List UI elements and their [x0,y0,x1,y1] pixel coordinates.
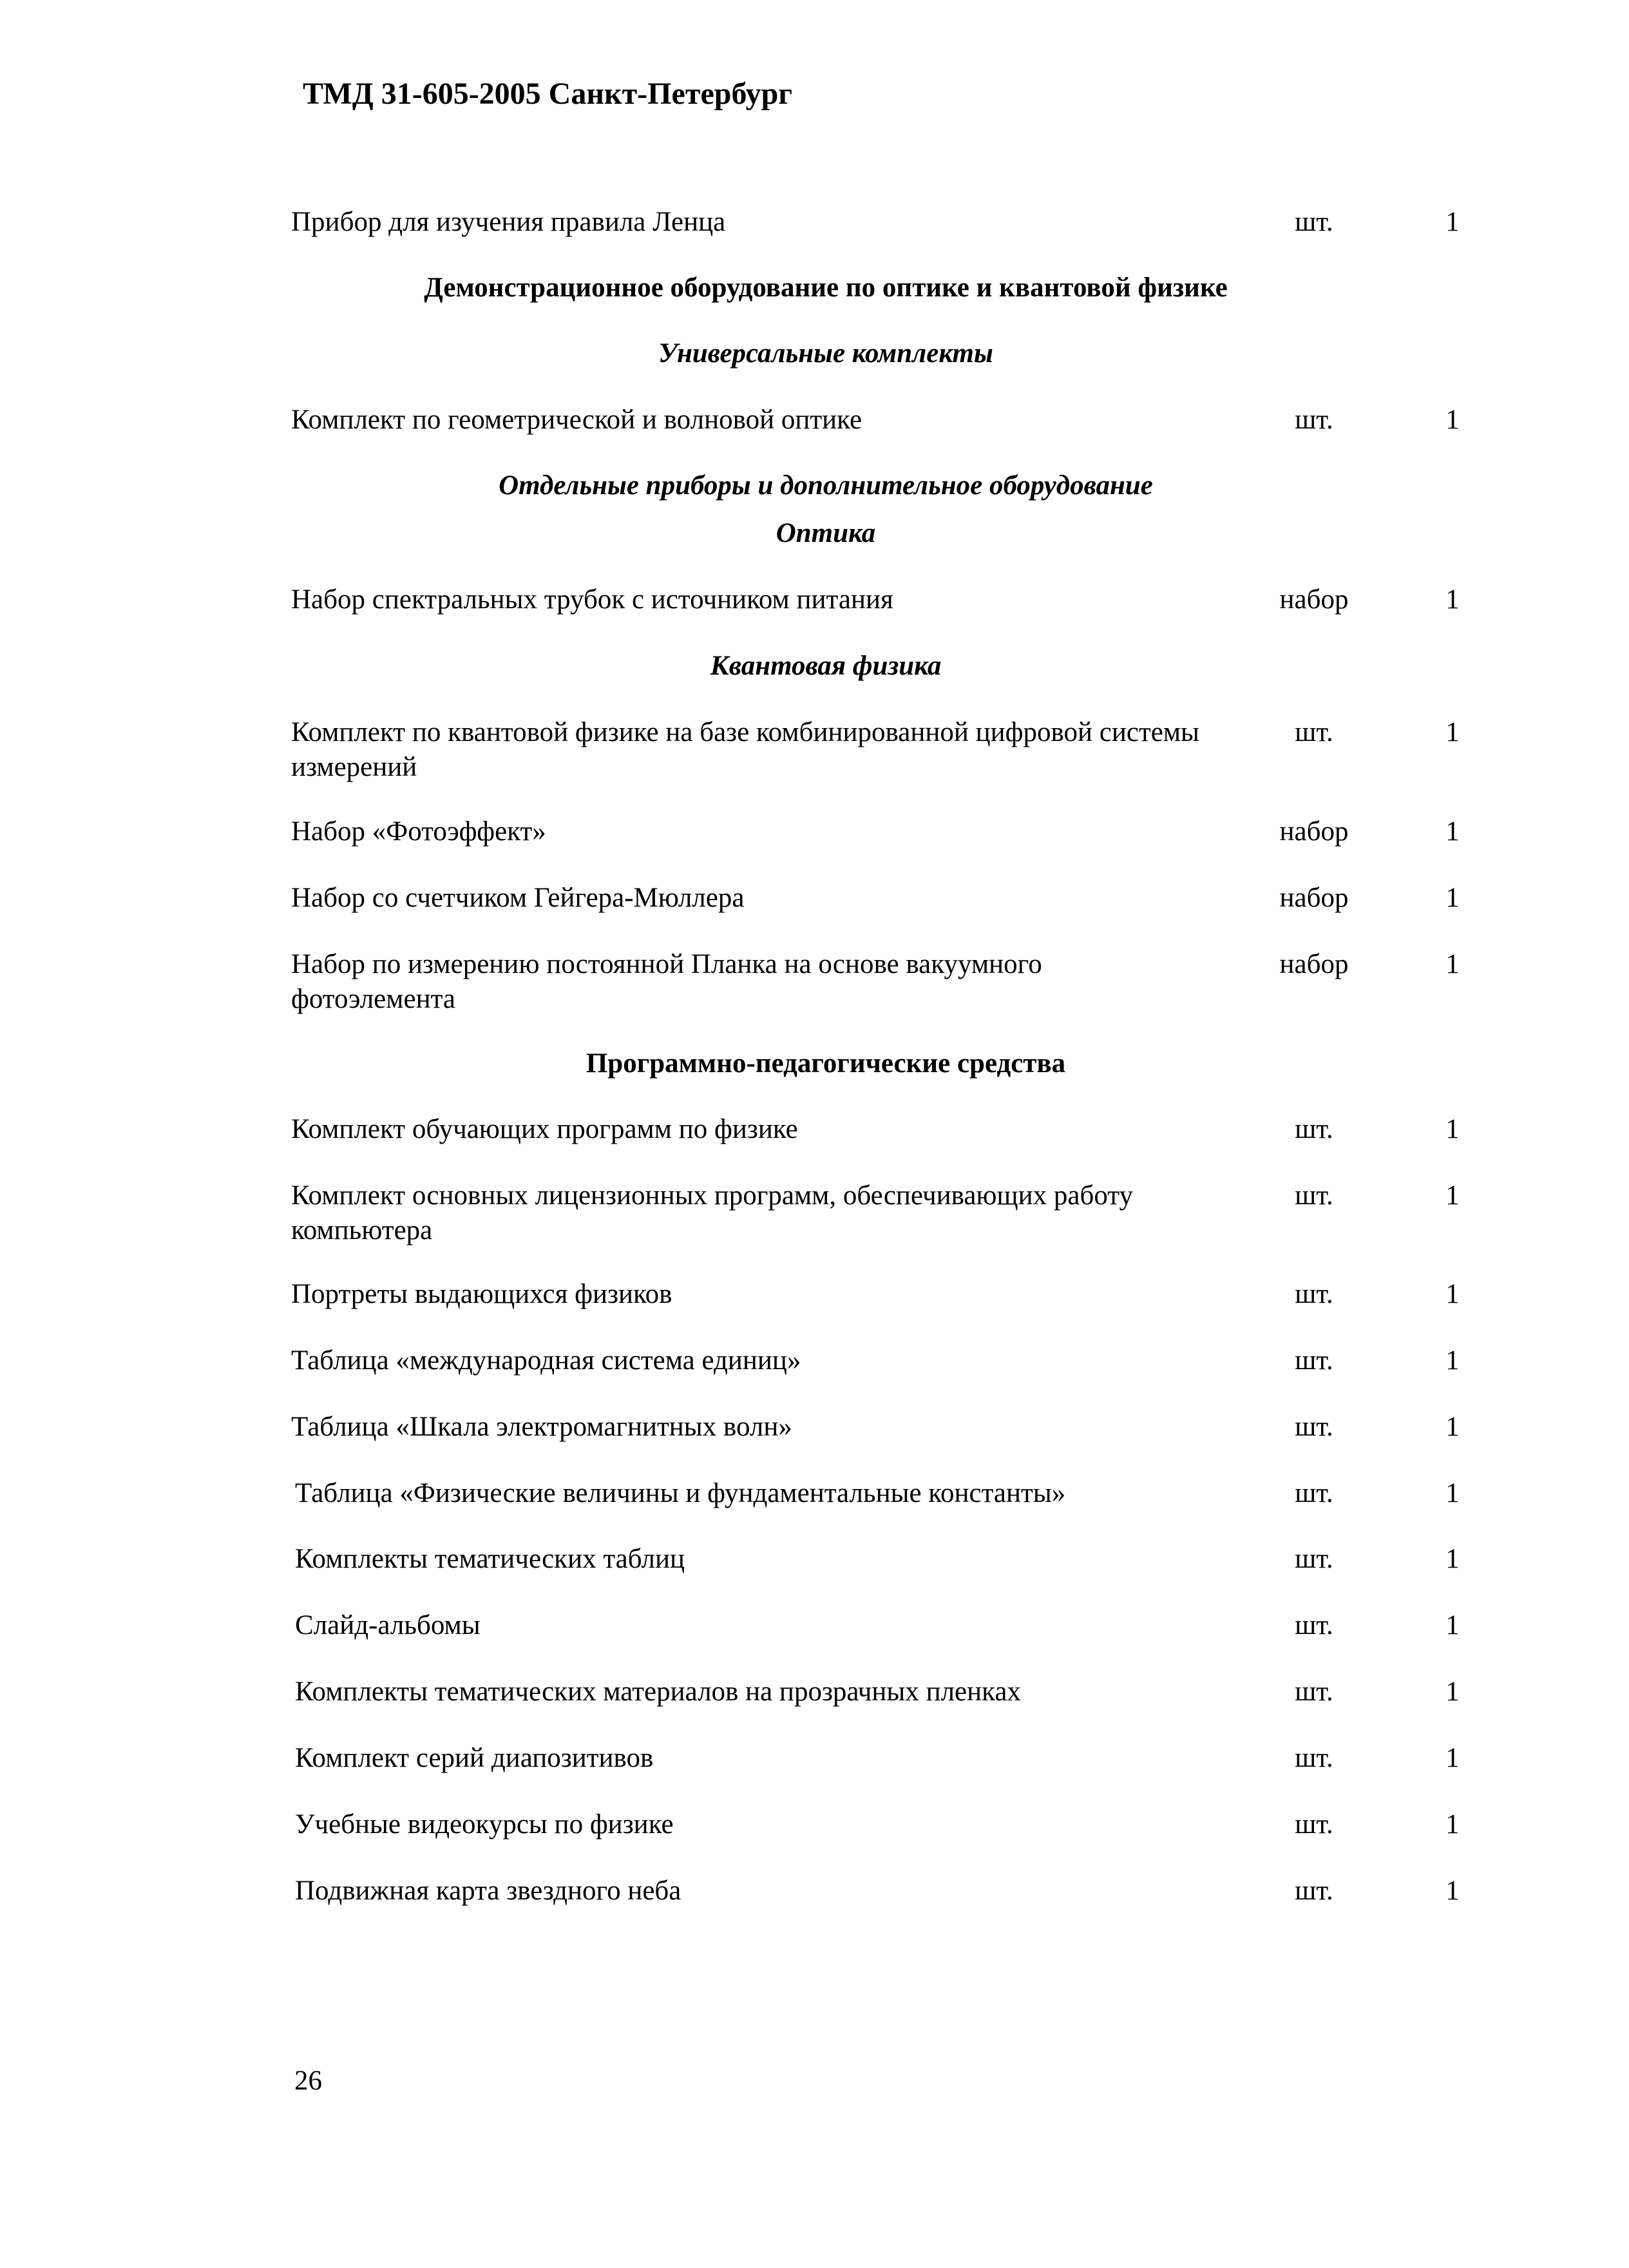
item-quantity: 1 [1445,1610,1460,1640]
item-unit: набор [1279,883,1349,913]
item-name: Комплекты тематических таблиц [295,1544,685,1574]
item-quantity: 1 [1445,816,1460,847]
item-quantity: 1 [1445,1743,1460,1773]
item-quantity: 1 [1445,1809,1460,1840]
subsection-heading: Универсальные комплекты [658,338,993,369]
item-name: Набор со счетчиком Гейгера-Мюллера [291,883,745,913]
item-unit: шт. [1295,405,1333,435]
item-name: Портреты выдающихся физиков [291,1279,672,1309]
item-quantity: 1 [1445,1478,1460,1508]
section-heading: Демонстрационное оборудование по оптике и квантовой физике [424,273,1228,303]
item-name: Слайд-альбомы [295,1610,481,1640]
item-unit: шт. [1295,1677,1333,1707]
item-unit: шт. [1295,717,1333,747]
item-quantity: 1 [1445,584,1460,615]
item-unit: шт. [1295,1345,1333,1376]
item-name: Набор спектральных трубок с источником питания [291,584,893,615]
section-heading: Программно-педагогические средства [586,1048,1066,1079]
item-unit: шт. [1295,1743,1333,1773]
item-unit: шт. [1295,1279,1333,1309]
item-quantity: 1 [1445,207,1460,237]
item-name: Комплекты тематических материалов на прозрачных пленках [295,1677,1021,1707]
page-number: 26 [294,2066,322,2096]
document-title: ТМД 31-605-2005 Санкт-Петербург [303,77,793,111]
item-unit: шт. [1295,1544,1333,1574]
item-unit: шт. [1295,1610,1333,1640]
item-quantity: 1 [1445,1876,1460,1906]
item-quantity: 1 [1445,1677,1460,1707]
item-name: Учебные видеокурсы по физике [295,1809,674,1840]
item-unit: шт. [1295,1809,1333,1840]
item-name: Таблица «Физические величины и фундаментальные константы» [295,1478,1066,1508]
item-name: Комплект по квантовой физике на базе комбинированной цифровой системы измерений [291,717,1199,782]
item-unit: шт. [1295,1114,1333,1144]
item-quantity: 1 [1445,1279,1460,1309]
item-unit: шт. [1295,1180,1333,1211]
subsection-heading: Оптика [776,518,876,548]
item-unit: набор [1279,949,1349,979]
item-unit: шт. [1295,207,1333,237]
item-quantity: 1 [1445,1114,1460,1144]
item-quantity: 1 [1445,949,1460,979]
item-name: Комплект обучающих программ по физике [291,1114,798,1144]
item-name: Комплект основных лицензионных программ, обеспечивающих работу компьютера [291,1180,1134,1245]
item-name: Таблица «Шкала электромагнитных волн» [291,1412,792,1442]
item-name: Комплект серий диапозитивов [295,1743,654,1773]
subsection-heading: Квантовая физика [710,651,942,681]
item-quantity: 1 [1445,1345,1460,1376]
item-quantity: 1 [1445,883,1460,913]
item-name: Прибор для изучения правила Ленца [291,207,726,237]
item-name: Таблица «международная система единиц» [291,1345,801,1376]
subsection-heading: Отдельные приборы и дополнительное оборудование [499,470,1153,501]
item-name: Набор «Фотоэффект» [291,816,546,847]
item-quantity: 1 [1445,1544,1460,1574]
item-quantity: 1 [1445,1412,1460,1442]
item-name: Набор по измерению постоянной Планка на основе вакуумного фотоэлемента [291,949,1042,1014]
item-unit: набор [1279,816,1349,847]
item-unit: шт. [1295,1876,1333,1906]
item-name: Подвижная карта звездного неба [295,1876,681,1906]
item-name: Комплект по геометрической и волновой оптике [291,405,862,435]
item-unit: шт. [1295,1412,1333,1442]
item-quantity: 1 [1445,405,1460,435]
item-quantity: 1 [1445,1180,1460,1211]
item-quantity: 1 [1445,717,1460,747]
item-unit: шт. [1295,1478,1333,1508]
item-unit: набор [1279,584,1349,615]
